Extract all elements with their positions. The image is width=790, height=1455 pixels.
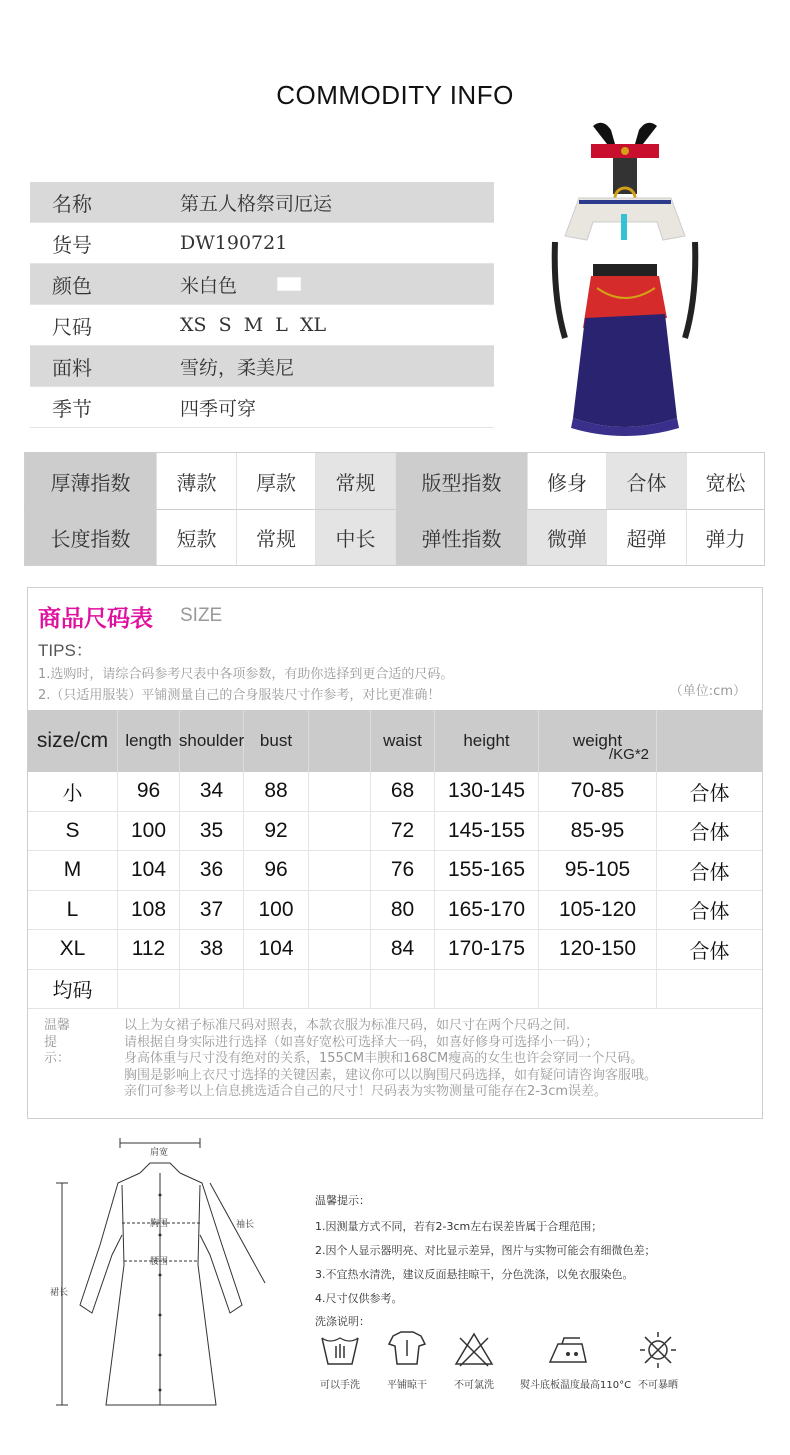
index-option: 厚款 — [237, 453, 316, 509]
index-option: 宽松 — [705, 470, 746, 495]
info-row-sku — [30, 223, 494, 264]
size-chart-subtitle: SIZE — [180, 605, 223, 626]
info-label: 尺码 — [52, 314, 92, 339]
note-lead: 温馨提示： — [44, 1018, 71, 1066]
cell-weight: 120-150 — [539, 930, 657, 969]
cell-height: 130-145 — [435, 772, 539, 811]
info-row-color — [30, 264, 494, 305]
cell-shoulder: 37 — [180, 891, 244, 930]
header-blank — [309, 710, 371, 772]
weight-unit: /KG*2 — [609, 746, 650, 763]
cell-waist: 76 — [371, 851, 435, 890]
cell-weight: 105-120 — [539, 891, 657, 930]
label-shoulder: 肩宽 — [150, 1148, 169, 1158]
reminder-line: 1.因测量方式不同，若有2-3cm左右误差皆属于合理范围； — [315, 1220, 603, 1233]
reminder-line: 2.因个人显示器明亮、对比显示差异，图片与实物可能会有细微色差； — [315, 1244, 656, 1257]
size-table-header — [28, 710, 762, 772]
index-option: 超弹 — [607, 510, 687, 565]
label-waist: 腰围 — [150, 1257, 169, 1267]
care-item — [618, 1330, 698, 1405]
size-table-row — [28, 772, 762, 812]
note-line: 请根据自身实际进行选择（如喜好宽松可选择大一码，如喜好修身可选择小一码）； — [124, 1034, 599, 1050]
care-item — [520, 1330, 632, 1405]
cell-length: 104 — [118, 851, 180, 890]
size-table-row — [28, 891, 762, 931]
cell-bust — [244, 970, 309, 1009]
cell-weight: 85-95 — [539, 812, 657, 851]
index-option: 常规 — [237, 510, 316, 565]
note-line: 身高体重与尺寸没有绝对的关系，155CM丰腴和168CM瘦高的女生也许会穿同一个尺码。 — [124, 1051, 644, 1066]
cell-blank — [309, 851, 371, 890]
header-weight — [539, 710, 657, 772]
header-bust: bust — [244, 710, 309, 772]
label-length: 裙长 — [50, 1288, 69, 1298]
care-label: 不可氯洗 — [454, 1380, 494, 1391]
care-item — [434, 1330, 514, 1405]
costume-product-image — [545, 118, 705, 438]
cell-fit: 合体 — [689, 859, 730, 884]
cell-waist — [371, 970, 435, 1009]
index-row — [25, 453, 764, 509]
hand-wash-icon — [318, 1330, 362, 1370]
tips-heading: TIPS： — [38, 641, 93, 660]
care-label: 可以手洗 — [320, 1380, 360, 1391]
header-height: height — [435, 710, 539, 772]
cell-fit: 合体 — [689, 899, 730, 924]
info-value: XS S M L XL — [180, 314, 327, 336]
cell-size: 小 — [28, 772, 118, 811]
cell-bust: 92 — [244, 812, 309, 851]
cell-bust: 104 — [244, 930, 309, 969]
cell-length: 108 — [118, 891, 180, 930]
no-sun-icon — [636, 1330, 680, 1370]
cell-blank — [309, 930, 371, 969]
info-row-name — [30, 182, 494, 223]
info-label: 货号 — [52, 232, 92, 257]
cell-waist: 84 — [371, 930, 435, 969]
cell-size: M — [28, 851, 118, 890]
header-waist: waist — [371, 710, 435, 772]
flat-dry-icon — [385, 1330, 429, 1370]
header-fit — [657, 710, 762, 772]
note-line: 胸围是影响上衣尺寸选择的关键因素，建议你可以以胸围尺码选择，如有疑问请咨询客服哦。 — [124, 1067, 658, 1083]
reminder-heading: 温馨提示： — [315, 1194, 370, 1207]
cell-size: S — [28, 812, 118, 851]
index-option: 薄款 — [157, 453, 237, 509]
cell-shoulder: 38 — [180, 930, 244, 969]
cell-shoulder — [180, 970, 244, 1009]
info-row-size — [30, 305, 494, 346]
cell-blank — [309, 970, 371, 1009]
index-row — [25, 509, 764, 565]
header-size: size/cm — [28, 710, 118, 772]
cell-height: 145-155 — [435, 812, 539, 851]
cell-size: 均码 — [28, 970, 118, 1009]
tip-line: 1.选购时，请综合码参考尺表中各项参数，有助你选择到更合适的尺码。 — [38, 667, 454, 682]
cell-bust: 96 — [244, 851, 309, 890]
index-option: 短款 — [157, 510, 237, 565]
cell-height: 155-165 — [435, 851, 539, 890]
cell-height: 170-175 — [435, 930, 539, 969]
color-swatch — [277, 277, 301, 291]
cell-fit: 合体 — [689, 820, 730, 845]
iron-icon — [546, 1330, 590, 1370]
info-value: 米白色 — [180, 274, 238, 297]
measurement-diagram — [40, 1135, 300, 1435]
size-table — [28, 710, 762, 1009]
care-label: 不可暴晒 — [638, 1380, 678, 1391]
page-title: COMMODITY INFO — [276, 80, 514, 110]
info-row-fabric — [30, 346, 494, 387]
info-value-wrap — [180, 271, 301, 298]
cell-shoulder: 35 — [180, 812, 244, 851]
cell-length: 96 — [118, 772, 180, 811]
feature-index-table — [24, 452, 765, 566]
index-option-selected: 合体 — [607, 453, 687, 509]
info-label: 名称 — [52, 191, 92, 216]
size-table-row — [28, 851, 762, 891]
index-label-thickness: 厚薄指数 — [25, 453, 157, 509]
cell-shoulder: 34 — [180, 772, 244, 811]
info-value: 雪纺，柔美尼 — [180, 356, 295, 379]
cell-blank — [309, 812, 371, 851]
info-value: DW190721 — [180, 232, 288, 254]
cell-weight: 95-105 — [539, 851, 657, 890]
cell-fit: 合体 — [689, 938, 730, 963]
care-label: 平铺晾干 — [387, 1380, 427, 1391]
cell-fit: 合体 — [689, 780, 730, 805]
cell-waist: 68 — [371, 772, 435, 811]
weight-label: weight — [572, 731, 623, 750]
info-value: 第五人格祭司厄运 — [180, 192, 333, 215]
care-label: 熨斗底板温度最高110°C — [520, 1380, 632, 1391]
cell-weight: 70-85 — [539, 772, 657, 811]
cell-length: 100 — [118, 812, 180, 851]
cell-weight — [539, 970, 657, 1009]
cell-bust: 88 — [244, 772, 309, 811]
size-chart-title: 商品尺码表 — [38, 606, 153, 632]
note-line: 以上为女裙子标准尺码对照表，本款衣服为标准尺码，如尺寸在两个尺码之间. — [124, 1018, 571, 1033]
index-option-selected: 微弹 — [528, 510, 607, 565]
info-row-season — [30, 387, 494, 428]
index-label-fit: 版型指数 — [396, 453, 528, 509]
info-label: 颜色 — [52, 273, 92, 298]
dress-outline — [40, 1135, 300, 1435]
cell-blank — [309, 772, 371, 811]
no-bleach-icon — [452, 1330, 496, 1370]
cell-size: L — [28, 891, 118, 930]
cell-height — [435, 970, 539, 1009]
cell-fit — [657, 970, 762, 1009]
info-value: 四季可穿 — [180, 397, 257, 420]
size-table-row — [28, 812, 762, 852]
info-label: 面料 — [52, 355, 92, 380]
index-option-selected: 中长 — [316, 510, 396, 565]
label-bust: 胸围 — [150, 1219, 169, 1229]
index-option: 弹力 — [705, 527, 746, 551]
wash-heading: 洗涤说明： — [315, 1315, 370, 1328]
cell-length — [118, 970, 180, 1009]
cell-waist: 80 — [371, 891, 435, 930]
cell-bust: 100 — [244, 891, 309, 930]
cell-size: XL — [28, 930, 118, 969]
index-option: 修身 — [528, 453, 607, 509]
info-label: 季节 — [52, 396, 92, 421]
index-label-elasticity: 弹性指数 — [396, 510, 528, 565]
header-shoulder: shoulder — [180, 710, 244, 772]
reminder-line: 3.不宜热水清洗，建议反面悬挂晾干，分色洗涤，以免衣服染色。 — [315, 1268, 634, 1281]
cell-shoulder: 36 — [180, 851, 244, 890]
size-chart-panel — [27, 587, 763, 1119]
size-table-row — [28, 930, 762, 970]
reminder-line: 4.尺寸仅供参考。 — [315, 1292, 403, 1305]
cell-waist: 72 — [371, 812, 435, 851]
commodity-info-table — [30, 182, 494, 428]
note-line: 亲们可参考以上信息挑选适合自己的尺寸！尺码表为实物测量可能存在2-3cm误差。 — [124, 1084, 608, 1099]
header-length: length — [118, 710, 180, 772]
index-option-selected: 常规 — [316, 453, 396, 509]
size-table-row — [28, 970, 762, 1010]
unit-label: （单位:cm） — [669, 684, 746, 699]
index-label-length: 长度指数 — [25, 510, 157, 565]
cell-blank — [309, 891, 371, 930]
cell-height: 165-170 — [435, 891, 539, 930]
cell-length: 112 — [118, 930, 180, 969]
label-sleeve: 袖长 — [236, 1220, 255, 1230]
tip-line: 2.（只适用服装）平铺测量自己的合身服装尺寸作参考，对比更准确！ — [38, 688, 441, 703]
